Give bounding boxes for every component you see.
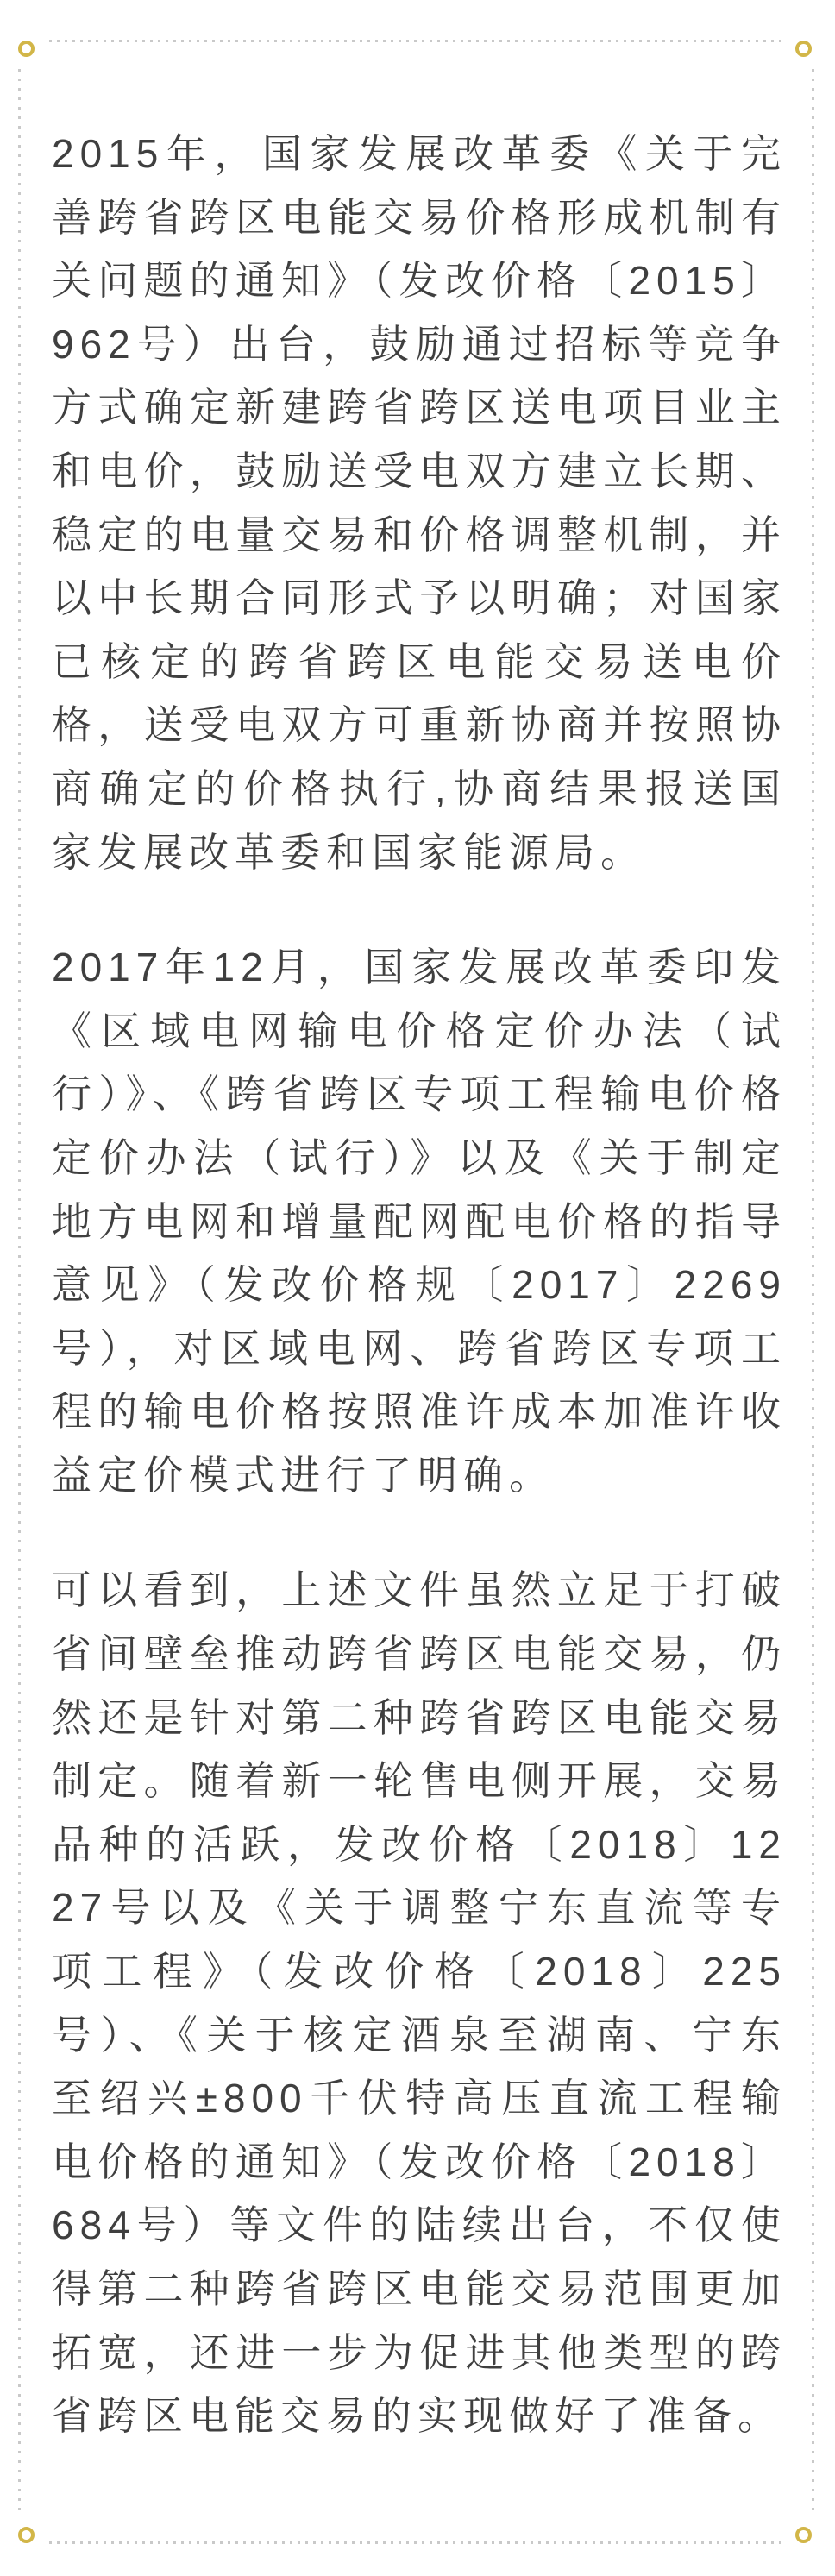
dotted-border-left [18, 69, 21, 2513]
corner-ring-bottom-right-icon [795, 2527, 812, 2543]
dotted-border-bottom [49, 2541, 781, 2544]
article-body [52, 123, 787, 2448]
dotted-border-right [812, 69, 814, 2513]
dotted-border-top [49, 40, 781, 42]
paragraph-policy-2017: 2017年12月，国家发展改革委印发《区域电网输电价格定价办法（试行）》、《跨省跨区专项工程输电价格定价办法（试行）》以及《关于制定地方电网和增量配网配电价格的指导意见》（发改价格规〔2017〕2269号），对区域电网、跨省跨区专项工程的输电价格按照准许成本加准许收益定价模式进行了明确。 [52, 945, 787, 1498]
corner-ring-bottom-left-icon [18, 2527, 35, 2543]
corner-ring-top-left-icon [18, 41, 35, 57]
paragraph-analysis: 可以看到，上述文件虽然立足于打破省间壁垒推动跨省跨区电能交易，仍然还是针对第二种跨省跨区电能交易制定。随着新一轮售电侧开展，交易品种的活跃，发改价格〔2018〕1227号以及《关于调整宁东直流等专项工程》（发改价格〔2018〕225号）、《关于核定酒泉至湖南、宁东至绍兴±800千伏特高压直流工程输电价格的通知》（发改价格〔2018〕684号）等文件的陆续出台，不仅使得第二种跨省跨区电能交易范围更加拓宽，还进一步为促进其他类型的跨省跨区电能交易的实现做好了准备。 [52, 1568, 787, 2439]
corner-ring-top-right-icon [795, 41, 812, 57]
paragraph-policy-2015: 2015年，国家发展改革委《关于完善跨省跨区电能交易价格形成机制有关问题的通知》（发改价格〔2015〕962号）出台，鼓励通过招标等竞争方式确定新建跨省跨区送电项目业主和电价，鼓励送受电双方建立长期、稳定的电量交易和价格调整机制，并以中长期合同形式予以明确；对国家已核定的跨省跨区电能交易送电价格，送受电双方可重新协商并按照协商确定的价格执行,协商结果报送国家发展改革委和国家能源局。 [52, 131, 787, 875]
